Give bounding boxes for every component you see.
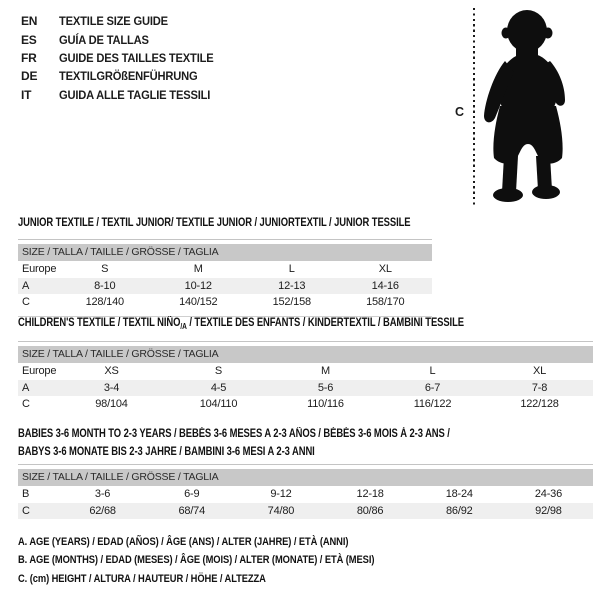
children-size-table: [18, 341, 593, 413]
children-table-title: [18, 317, 464, 329]
language-label: GUIDA ALLE TAGLIE TESSILI: [59, 87, 211, 102]
size-cell: XS: [104, 365, 119, 378]
babies-table-title-line1: BABIES 3-6 MONTH TO 2-3 YEARS / BEBÉS 3-6 MESES A 2-3 AÑOS / BÉBÉS 3-6 MOIS À 2-3 ANS /: [18, 428, 450, 440]
children-title-subscript: /A: [180, 321, 187, 331]
row-label: Europe: [22, 365, 57, 378]
height-cell: 92/98: [535, 504, 562, 517]
junior-table-title: JUNIOR TEXTILE / TEXTIL JUNIOR/ TEXTILE JUNIOR / JUNIORTEXTIL / JUNIOR TESSILE: [18, 217, 411, 229]
age-cell: 9-12: [270, 488, 292, 501]
age-cell: 7-8: [531, 381, 548, 394]
table-row-age: [18, 380, 593, 397]
height-cell: 86/92: [446, 504, 473, 517]
height-cell: 80/86: [356, 504, 384, 517]
row-label: C: [22, 398, 30, 411]
size-header-bar: SIZE / TALLA / TAILLE / GRÖSSE / TAGLIA: [18, 469, 593, 486]
size-cell: M: [321, 365, 330, 378]
baby-silhouette: [478, 6, 570, 206]
height-cell: 74/80: [267, 504, 295, 517]
age-cell: 5-6: [317, 381, 334, 394]
table-row-europe: [18, 363, 593, 380]
size-header-bar: SIZE / TALLA / TAILLE / GRÖSSE / TAGLIA: [18, 346, 593, 363]
table-row-age-months: [18, 486, 593, 503]
size-cell: L: [288, 263, 295, 276]
height-cell: 62/68: [89, 504, 116, 517]
legend-line-c: C. (cm) HEIGHT / ALTURA / HAUTEUR / HÖHE / ALTEZZA: [18, 572, 266, 585]
age-cell: 18-24: [445, 488, 473, 501]
junior-size-table: [18, 239, 432, 311]
height-cell: 152/158: [272, 296, 311, 309]
language-label: TEXTILGRÖßENFÜHRUNG: [59, 69, 198, 84]
language-code: FR: [21, 50, 37, 65]
table-row-age: [18, 278, 432, 295]
size-cell: M: [193, 263, 203, 276]
measurement-legend: [18, 536, 437, 591]
row-label: A: [22, 279, 30, 292]
height-cell: 68/74: [178, 504, 206, 517]
language-row-fr: [21, 49, 225, 67]
row-label: A: [22, 381, 30, 394]
size-header-bar: SIZE / TALLA / TAILLE / GRÖSSE / TAGLIA: [18, 244, 432, 261]
legend-line-a: A. AGE (YEARS) / EDAD (AÑOS) / ÂGE (ANS) / ALTER (JAHRE) / ETÀ (ANNI): [18, 536, 349, 548]
children-title-pre: CHILDREN'S TEXTILE / TEXTIL NIÑO: [18, 317, 181, 329]
language-title-list: [21, 12, 225, 104]
language-label: GUIDE DES TAILLES TEXTILE: [59, 50, 214, 65]
babies-size-table: [18, 464, 593, 519]
size-cell: S: [101, 263, 109, 276]
row-label: C: [22, 296, 30, 309]
height-cell: 158/170: [366, 296, 405, 309]
babies-table-title-line2: BABYS 3-6 MONATE BIS 2-3 JAHRE / BAMBINI 3-6 MESI A 2-3 ANNI: [18, 446, 315, 458]
age-cell: 3-6: [94, 488, 111, 501]
table-row-europe: [18, 261, 432, 278]
language-label: TEXTILE SIZE GUIDE: [59, 14, 168, 29]
height-cell: 122/128: [520, 398, 559, 411]
language-label: GUÍA DE TALLAS: [59, 32, 149, 47]
legend-line-b: B. AGE (MONTHS) / EDAD (MESES) / ÂGE (MOIS) / ALTER (MONATE) / ETÀ (MESI): [18, 554, 375, 567]
height-measure-dotted-line: [473, 8, 475, 207]
age-cell: 12-18: [356, 488, 384, 501]
age-cell: 14-16: [371, 279, 399, 292]
age-cell: 4-5: [210, 381, 227, 394]
language-code: DE: [21, 69, 38, 84]
language-row-de: [21, 67, 225, 85]
height-marker-label: C: [455, 105, 465, 119]
row-label: Europe: [22, 263, 57, 276]
children-title-post: / TEXTILE DES ENFANTS / KINDERTEXTIL / BAMBINI TESSILE: [186, 317, 464, 329]
table-row-height: [18, 294, 432, 311]
language-code: EN: [21, 14, 38, 29]
size-cell: XL: [378, 263, 392, 276]
language-row-it: [21, 86, 225, 104]
height-cell: 140/152: [179, 296, 218, 309]
age-cell: 6-7: [424, 381, 441, 394]
row-label: B: [22, 488, 30, 501]
table-row-height: [18, 396, 593, 413]
size-cell: XL: [532, 365, 547, 378]
language-code: ES: [21, 32, 37, 47]
height-cell: 98/104: [95, 398, 128, 411]
height-cell: 104/110: [199, 398, 238, 411]
age-cell: 10-12: [184, 279, 212, 292]
size-cell: L: [429, 365, 436, 378]
age-cell: 12-13: [278, 279, 306, 292]
language-code: IT: [21, 87, 32, 102]
height-cell: 116/122: [413, 398, 452, 411]
age-cell: 24-36: [534, 488, 563, 501]
size-cell: S: [214, 365, 223, 378]
language-row-es: [21, 30, 225, 48]
height-cell: 110/116: [307, 398, 344, 411]
language-row-en: [21, 12, 225, 30]
age-cell: 3-4: [103, 381, 120, 394]
row-label: C: [22, 504, 30, 517]
age-cell: 8-10: [94, 279, 116, 292]
table-row-height: [18, 503, 593, 520]
age-cell: 6-9: [184, 488, 200, 501]
height-cell: 128/140: [85, 296, 124, 309]
